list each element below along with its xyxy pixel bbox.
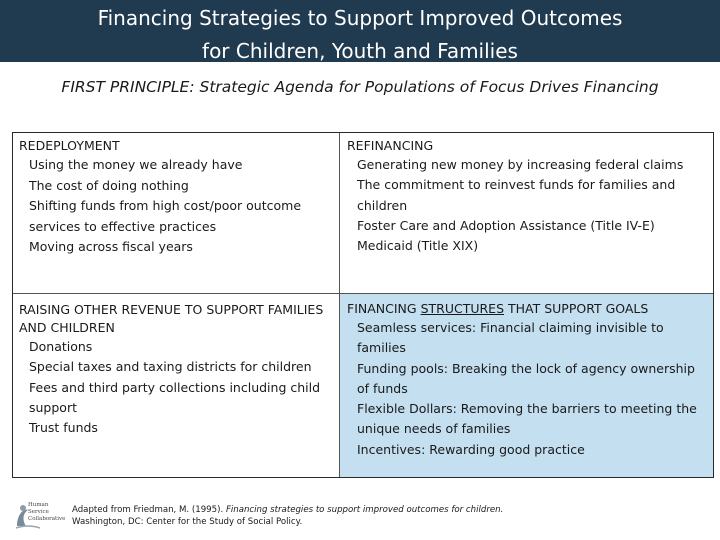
quadrant-list — [347, 318, 707, 460]
list-item: Foster Care and Adoption Assistance (Title IV-E) — [357, 217, 655, 233]
quadrant-list — [19, 155, 335, 258]
list-item: Moving across fiscal years — [29, 239, 193, 254]
list-item: Using the money we already have — [29, 157, 243, 172]
list-item: Special taxes and taxing districts for children — [29, 359, 312, 375]
list-item: Medicaid (Title XIX) — [357, 238, 479, 254]
title-bar — [0, 0, 720, 62]
list-item: The commitment to reinvest funds for families and children — [357, 177, 676, 213]
citation-footer — [72, 504, 592, 528]
heading-part: FINANCING — [347, 301, 421, 316]
subtitle: FIRST PRINCIPLE: Strategic Agenda for Populations of Focus Drives Financing — [61, 78, 659, 96]
logo-text-line: Human — [28, 502, 49, 508]
quadrant-heading: REDEPLOYMENT — [19, 138, 120, 153]
citation-line-1 — [72, 504, 592, 516]
list-item: Generating new money by increasing federal claims — [357, 157, 684, 172]
list-item: Fees and third party collections including child support — [29, 379, 321, 415]
quadrant-heading: RAISING OTHER REVENUE TO SUPPORT FAMILIES AND CHILDREN — [19, 302, 324, 335]
list-item: Seamless services: Financial claiming invisible to families — [357, 320, 664, 356]
list-item: Incentives: Rewarding good practice — [357, 441, 585, 457]
quadrant-raising-revenue — [19, 301, 335, 438]
citation-title: Financing strategies to support improved outcomes for children. — [225, 505, 504, 515]
quadrant-financing-structures — [340, 294, 713, 477]
list-item: Funding pools: Breaking the lock of agency ownership of funds — [357, 360, 695, 396]
logo-text-line: Collaborative — [28, 516, 66, 522]
logo-text — [28, 502, 65, 523]
citation-line-2: Washington, DC: Center for the Study of Social Policy. — [72, 517, 303, 527]
strategy-grid — [12, 132, 714, 478]
organization-logo — [14, 500, 64, 532]
list-item: Trust funds — [29, 420, 98, 436]
page-title-line-2: for Children, Youth and Families — [202, 39, 518, 62]
list-item: Flexible Dollars: Removing the barriers to meeting the unique needs of families — [357, 401, 697, 437]
logo-text-line: Service — [28, 509, 49, 515]
heading-part: THAT SUPPORT GOALS — [504, 301, 649, 316]
list-item: Donations — [29, 339, 93, 354]
quadrant-redeployment — [19, 137, 335, 258]
quadrant-list — [19, 337, 335, 438]
citation-prefix: Adapted from Friedman, M. (1995). — [72, 505, 226, 515]
quadrant-heading: REFINANCING — [347, 138, 434, 153]
quadrant-heading — [347, 300, 707, 318]
heading-underlined-word: STRUCTURES — [420, 301, 504, 316]
list-item: The cost of doing nothing — [29, 177, 189, 193]
quadrant-list — [347, 155, 707, 256]
quadrant-refinancing — [347, 137, 707, 256]
list-item: Shifting funds from high cost/poor outcome services to effective practices — [29, 198, 302, 234]
page-title-line-1: Financing Strategies to Support Improved Outcomes — [97, 6, 623, 30]
